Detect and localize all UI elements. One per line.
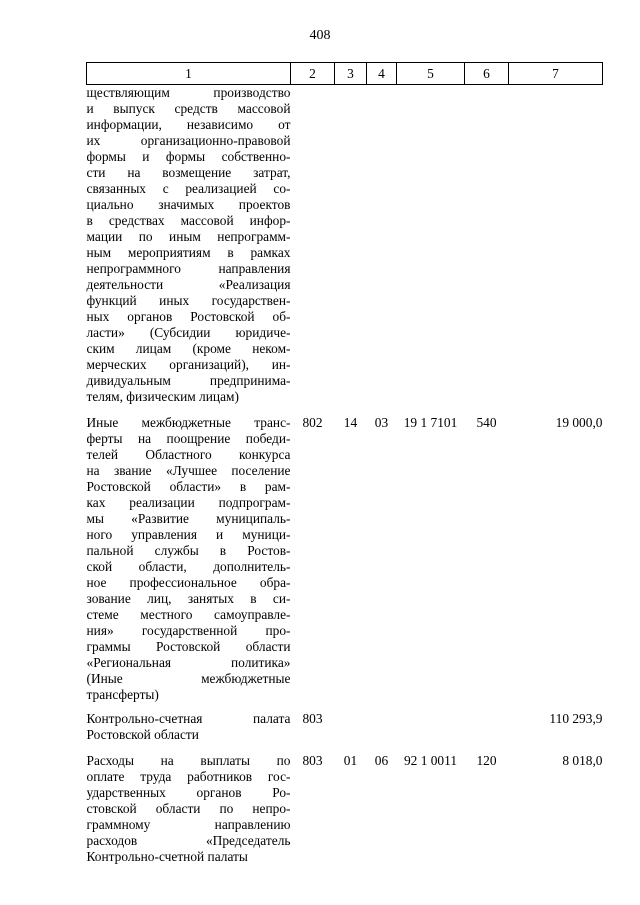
row-name-line: ществляющим производство xyxy=(86,85,291,100)
ministry-code-cell: 802 xyxy=(302,415,323,430)
amount-cell: 110 293,9 xyxy=(549,711,603,726)
row-name-line: ния» государственной про- xyxy=(86,623,291,638)
row-name-line: стеме местного самоуправле- xyxy=(86,607,291,622)
amount-cell: 19 000,0 xyxy=(555,415,603,430)
header-col-4: 4 xyxy=(367,63,397,85)
row-name-line: ферты на поощрение победи- xyxy=(86,431,291,446)
row-name-cell xyxy=(87,85,291,406)
target-article-cell: 92 1 0011 xyxy=(403,753,458,768)
header-col-6: 6 xyxy=(465,63,509,85)
row-name-line: Контрольно-счетная палата xyxy=(86,711,291,726)
header-col-5: 5 xyxy=(397,63,465,85)
header-col-1: 1 xyxy=(87,63,291,85)
row-name-line: ским лицам (кроме неком- xyxy=(86,341,291,356)
section-code-cell: 14 xyxy=(343,415,358,430)
subsection-code-cell: 03 xyxy=(374,415,389,430)
table-row xyxy=(87,753,603,865)
row-name-line: функций иных государствен- xyxy=(86,293,291,308)
row-name-line: ласти» (Субсидии юридиче- xyxy=(86,325,291,340)
budget-table xyxy=(86,62,603,865)
row-name-line: информации, независимо от xyxy=(86,117,291,132)
row-name-line: ской области, дополнитель- xyxy=(86,559,291,574)
row-name-line: сти на возмещение затрат, xyxy=(86,165,291,180)
expense-type-cell: 540 xyxy=(476,415,497,430)
ministry-code-cell xyxy=(291,85,335,406)
row-name-line: циально значимых проектов xyxy=(86,197,291,212)
row-name-line: деятельности «Реализация xyxy=(86,277,291,292)
row-name-line: телей Областного конкурса xyxy=(86,447,291,462)
subsection-code-cell xyxy=(367,711,397,743)
row-spacer xyxy=(87,743,603,753)
row-name-line: пальной службы в Ростов- xyxy=(86,543,291,558)
expense-type-cell: 120 xyxy=(476,753,497,768)
amount-cell xyxy=(509,85,603,406)
row-name-line: в средствах массовой инфор- xyxy=(86,213,291,228)
row-name-cell xyxy=(87,753,291,865)
amount-cell: 8 018,0 xyxy=(562,753,603,768)
section-code-cell xyxy=(335,711,367,743)
row-name-line: телям, физическим лицам) xyxy=(86,389,239,404)
subsection-code-cell xyxy=(367,85,397,406)
row-name-line: мы «Развитие муниципаль- xyxy=(86,511,291,526)
target-article-cell xyxy=(397,711,465,743)
row-name-line: стовской области по непро- xyxy=(86,801,291,816)
row-name-line: и выпуск средств массовой xyxy=(86,101,291,116)
row-name-line: мерческих организаций), ин- xyxy=(86,357,291,372)
row-name-line: трансферты) xyxy=(86,687,159,702)
header-col-3: 3 xyxy=(335,63,367,85)
row-name-line: граммному направлению xyxy=(86,817,291,832)
row-name-line: Ростовской области» в рам- xyxy=(86,479,291,494)
row-name-line: связанных с реализацией со- xyxy=(86,181,291,196)
table-row xyxy=(87,415,603,703)
row-name-line: Расходы на выплаты по xyxy=(86,753,291,768)
row-name-line: Иные межбюджетные транс- xyxy=(86,415,291,430)
target-article-cell xyxy=(397,85,465,406)
subsection-code-cell: 06 xyxy=(374,753,389,768)
row-name-line: на звание «Лучшее поселение xyxy=(86,463,291,478)
row-name-line: непрограммного направления xyxy=(86,261,291,276)
section-code-cell: 01 xyxy=(343,753,358,768)
row-name-line: расходов «Председатель xyxy=(86,833,291,848)
row-name-line: формы и формы собственно- xyxy=(86,149,291,164)
table-row xyxy=(87,711,603,743)
row-spacer xyxy=(87,703,603,711)
row-name-line: ное профессиональное обра- xyxy=(86,575,291,590)
row-name-line: зование лиц, занятых в си- xyxy=(86,591,291,606)
row-name-line: (Иные межбюджетные xyxy=(86,671,291,686)
ministry-code-cell: 803 xyxy=(302,753,323,768)
expense-type-cell xyxy=(465,85,509,406)
row-name-line: «Региональная политика» xyxy=(86,655,291,670)
page-number: 408 xyxy=(309,28,331,43)
ministry-code-cell: 803 xyxy=(302,711,323,726)
row-name-line: оплате труда работников гос- xyxy=(86,769,291,784)
row-name-line: ках реализации подпрограм- xyxy=(86,495,291,510)
row-name-line: ударственных органов Ро- xyxy=(86,785,291,800)
row-name-line: граммы Ростовской области xyxy=(86,639,291,654)
row-spacer xyxy=(87,405,603,415)
row-name-line: ного управления и муници- xyxy=(86,527,291,542)
row-name-line: мации по иным непрограмм- xyxy=(86,229,291,244)
row-name-line: дивидуальным предпринима- xyxy=(86,373,291,388)
header-row xyxy=(87,63,603,85)
table-row xyxy=(87,85,603,406)
section-code-cell xyxy=(335,85,367,406)
row-name-cell xyxy=(87,415,291,703)
target-article-cell: 19 1 7101 xyxy=(403,415,458,430)
row-name-line: их организационно-правовой xyxy=(86,133,291,148)
row-name-line: Контрольно-счетной палаты xyxy=(86,849,248,864)
expense-type-cell xyxy=(465,711,509,743)
row-name-line: ным мероприятиям в рамках xyxy=(86,245,291,260)
row-name-line: ных органов Ростовской об- xyxy=(86,309,291,324)
row-name-line: Ростовской области xyxy=(86,727,199,742)
header-col-7: 7 xyxy=(509,63,603,85)
row-name-cell xyxy=(87,711,291,743)
header-col-2: 2 xyxy=(291,63,335,85)
